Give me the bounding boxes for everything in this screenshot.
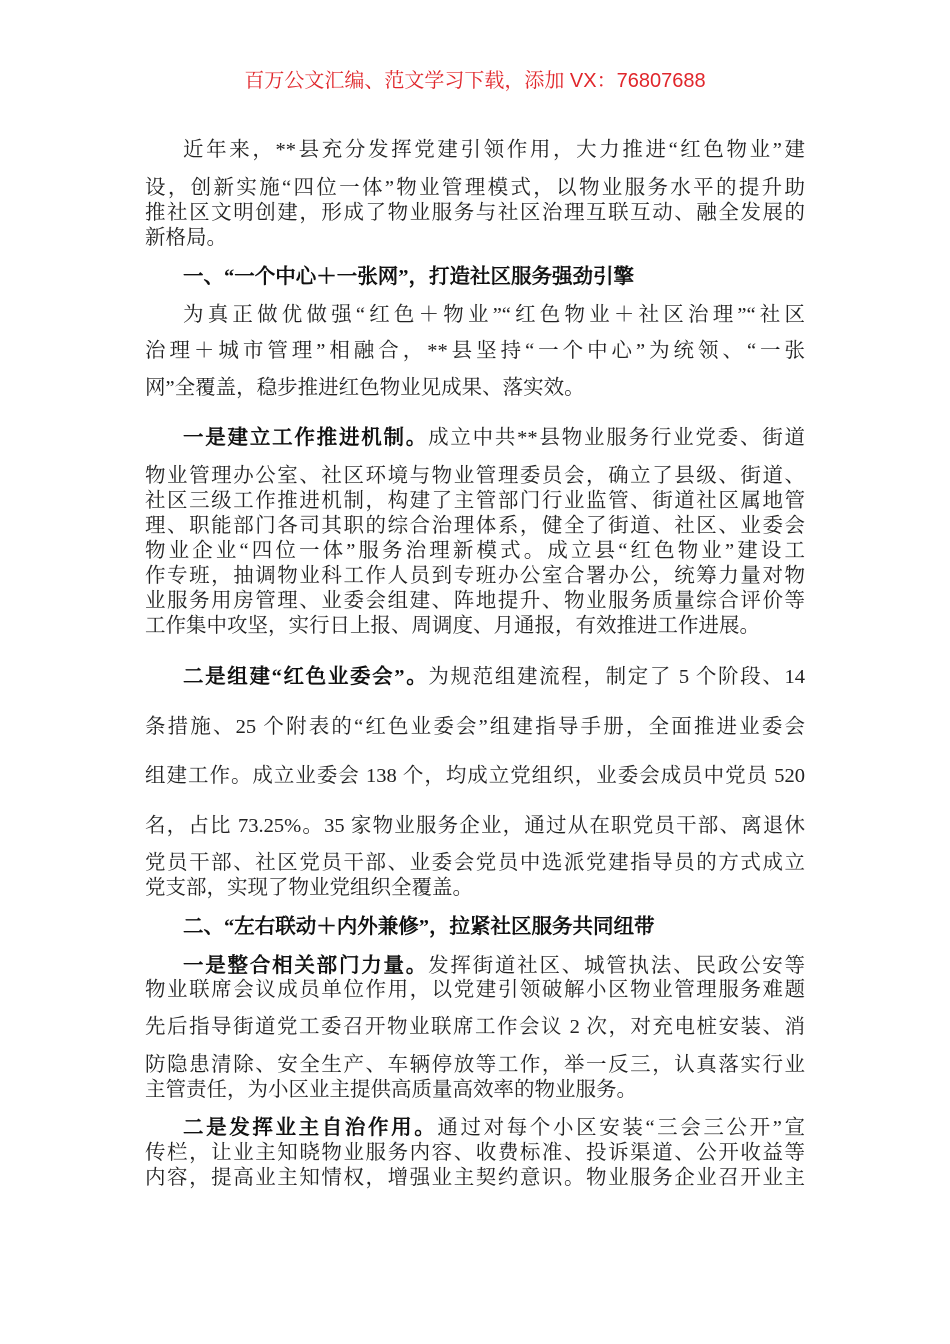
text-span: 为规范组建流程，制定了 5 个阶段、14	[428, 666, 806, 688]
text-line: 业服务用房管理、业委会组建、阵地提升、物业服务质量综合评价等	[145, 590, 805, 612]
text-line	[183, 953, 805, 979]
text-line: 近年来，**县充分发挥党建引领作用，大力推进“红色物业”建	[183, 139, 805, 161]
text-line: 条措施、25 个附表的“红色业委会”组建指导手册，全面推进业委会	[145, 716, 805, 738]
text-line: 主管责任，为小区业主提供高质量高效率的物业服务。	[145, 1079, 637, 1101]
text-line: 设，创新实施“四位一体”物业管理模式，以物业服务水平的提升助	[145, 177, 805, 199]
text-line: 工作集中攻坚，实行日上报、周调度、月通报，有效推进工作进展。	[145, 615, 760, 637]
text-line: 物业管理办公室、社区环境与物业管理委员会，确立了县级、街道、	[145, 465, 805, 487]
text-line: 网”全覆盖，稳步推进红色物业见成果、落实效。	[145, 377, 585, 399]
text-line: 为真正做优做强“红色＋物业”“红色物业＋社区治理”“社区	[183, 304, 805, 326]
text-line: 作专班，抽调物业科工作人员到专班办公室合署办公，统筹力量对物	[145, 565, 805, 587]
text-line: 防隐患清除、安全生产、车辆停放等工作，举一反三，认真落实行业	[145, 1054, 805, 1076]
text-line: 组建工作。成立业委会 138 个，均成立党组织，业委会成员中党员 520	[145, 765, 805, 787]
section-heading-2: 二、“左右联动＋内外兼修”，拉紧社区服务共同纽带	[183, 916, 655, 938]
text-line: 社区三级工作推进机制，构建了主管部门行业监管、街道社区属地管	[145, 490, 805, 512]
text-line: 党支部，实现了物业党组织全覆盖。	[145, 877, 473, 899]
text-line: 内容，提高业主知情权，增强业主契约意识。物业服务企业召开业主	[145, 1167, 805, 1189]
paragraph-lead: 一是整合相关部门力量。	[183, 955, 429, 977]
text-line: 先后指导街道党工委召开物业联席工作会议 2 次，对充电桩安装、消	[145, 1016, 805, 1038]
text-line: 治理＋城市管理”相融合，**县坚持“一个中心”为统领、“一张	[145, 340, 805, 362]
text-line: 党员干部、社区党员干部、业委会党员中选派党建指导员的方式成立	[145, 852, 805, 874]
text-span: 发挥街道社区、城管执法、民政公安等	[428, 955, 806, 977]
text-line	[183, 425, 805, 451]
watermark-header: 百万公文汇编、范文学习下载，添加 VX：76807688	[244, 70, 706, 92]
paragraph-lead: 二是发挥业主自治作用。	[183, 1117, 438, 1139]
text-span: 成立中共**县物业服务行业党委、街道	[428, 427, 806, 449]
text-line: 名，占比 73.25%。35 家物业服务企业，通过从在职党员干部、离退休	[145, 815, 805, 837]
text-span: 通过对每个小区安装“三会三公开”宣	[437, 1117, 805, 1139]
text-line: 理、职能部门各司其职的综合治理体系，健全了街道、社区、业委会	[145, 515, 805, 537]
section-heading-1: 一、“一个中心＋一张网”，打造社区服务强劲引擎	[183, 266, 634, 288]
paragraph-lead: 一是建立工作推进机制。	[183, 427, 429, 449]
text-line: 新格局。	[145, 227, 227, 249]
text-line: 物业企业“四位一体”服务治理新模式。成立县“红色物业”建设工	[145, 540, 805, 562]
paragraph-lead: 二是组建“红色业委会”。	[183, 666, 429, 688]
text-line	[183, 664, 805, 690]
text-line: 推社区文明创建，形成了物业服务与社区治理互联互动、融全发展的	[145, 202, 805, 224]
text-line: 传栏，让业主知晓物业服务内容、收费标准、投诉渠道、公开收益等	[145, 1142, 805, 1164]
text-line: 物业联席会议成员单位作用，以党建引领破解小区物业管理服务难题	[145, 979, 805, 1001]
text-line	[183, 1115, 805, 1141]
